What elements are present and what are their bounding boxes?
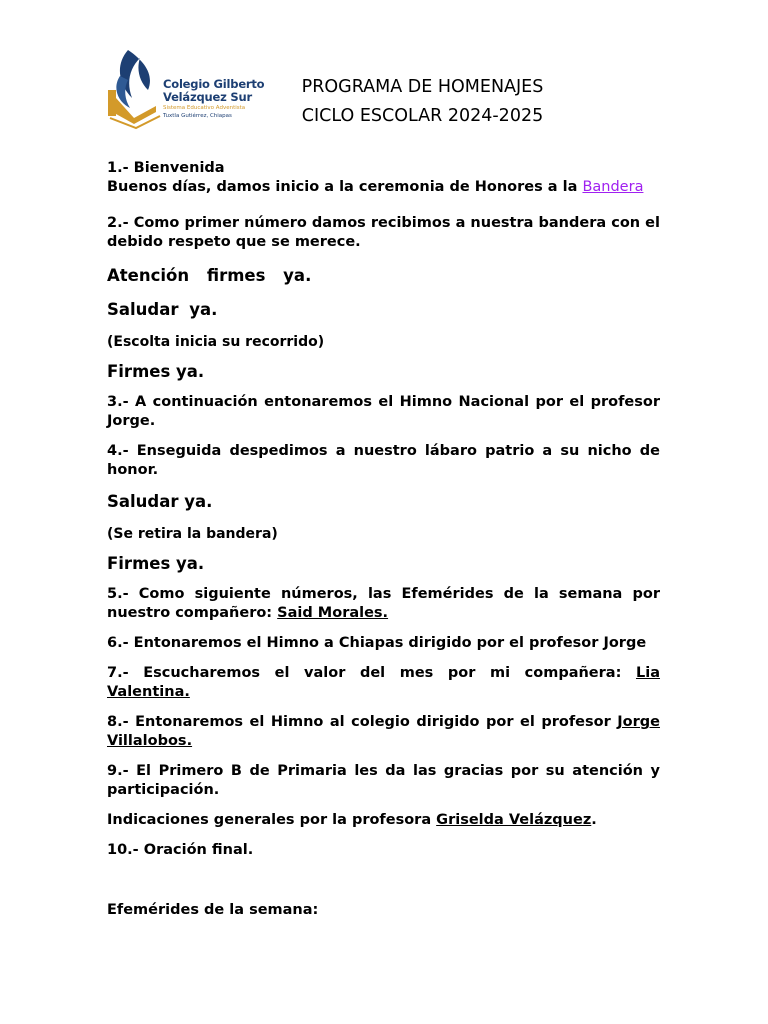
section-7: 7.- Escucharemos el valor del mes por mi compañera: Lia Valentina. (107, 665, 660, 700)
logo-subtitle: Sistema Educativo Adventista (163, 105, 246, 111)
section-6: 6.- Entonaremos el Himno a Chiapas dirigido por el profesor Jorge (107, 635, 647, 651)
command-atencion: Atención firmes ya. (107, 266, 312, 285)
school-logo (106, 46, 266, 130)
command-firmes-2: Firmes ya. (107, 554, 205, 573)
logo-name: Colegio Gilberto Velázquez Sur (163, 78, 265, 104)
section-5: 5.- Como siguiente números, las Efemérides de la semana por nuestro compañero: Said Morales. (107, 586, 660, 621)
section-10: 10.- Oración final. (107, 842, 254, 858)
section-2: 2.- Como primer número damos recibimos a nuestra bandera con el debido respeto que se merece. (107, 215, 660, 250)
said-morales-name: Said Morales. (277, 605, 389, 621)
griselda-velazquez-name: Griselda Velázquez (436, 812, 592, 828)
command-saludar-2: Saludar ya. (107, 492, 213, 511)
logo-location: Tuxtla Gutiérrez, Chiapas (163, 113, 232, 119)
note-escolta: (Escolta inicia su recorrido) (107, 334, 325, 350)
command-firmes-1: Firmes ya. (107, 362, 205, 381)
section-1-title: 1.- Bienvenida (107, 160, 225, 176)
section-1-text: Buenos días, damos inicio a la ceremonia de Honores a la Bandera (107, 179, 644, 195)
section-3: 3.- A continuación entonaremos el Himno Nacional por el profesor Jorge. (107, 394, 660, 429)
flame-emblem-icon (106, 46, 166, 130)
indicaciones-generales: Indicaciones generales por la profesora Griselda Velázquez. (107, 812, 597, 828)
section-8: 8.- Entonaremos el Himno al colegio dirigido por el profesor Jorge Villalobos. (107, 714, 660, 749)
page-subtitle: CICLO ESCOLAR 2024-2025 (301, 106, 544, 126)
section-9: 9.- El Primero B de Primaria les da las gracias por su atención y participación. (107, 763, 660, 798)
efemerides-title: Efemérides de la semana: (107, 902, 319, 918)
lia-valentina-name: Lia Valentina. (107, 665, 660, 700)
jorge-villalobos-name: Jorge Villalobos. (107, 714, 660, 749)
command-saludar-1: Saludar ya. (107, 300, 218, 319)
page-title: PROGRAMA DE HOMENAJES (301, 77, 544, 97)
note-retira: (Se retira la bandera) (107, 526, 278, 542)
document-body (107, 159, 660, 920)
section-4: 4.- Enseguida despedimos a nuestro lábaro patrio a su nicho de honor. (107, 443, 660, 478)
bandera-link[interactable]: Bandera (582, 179, 644, 195)
